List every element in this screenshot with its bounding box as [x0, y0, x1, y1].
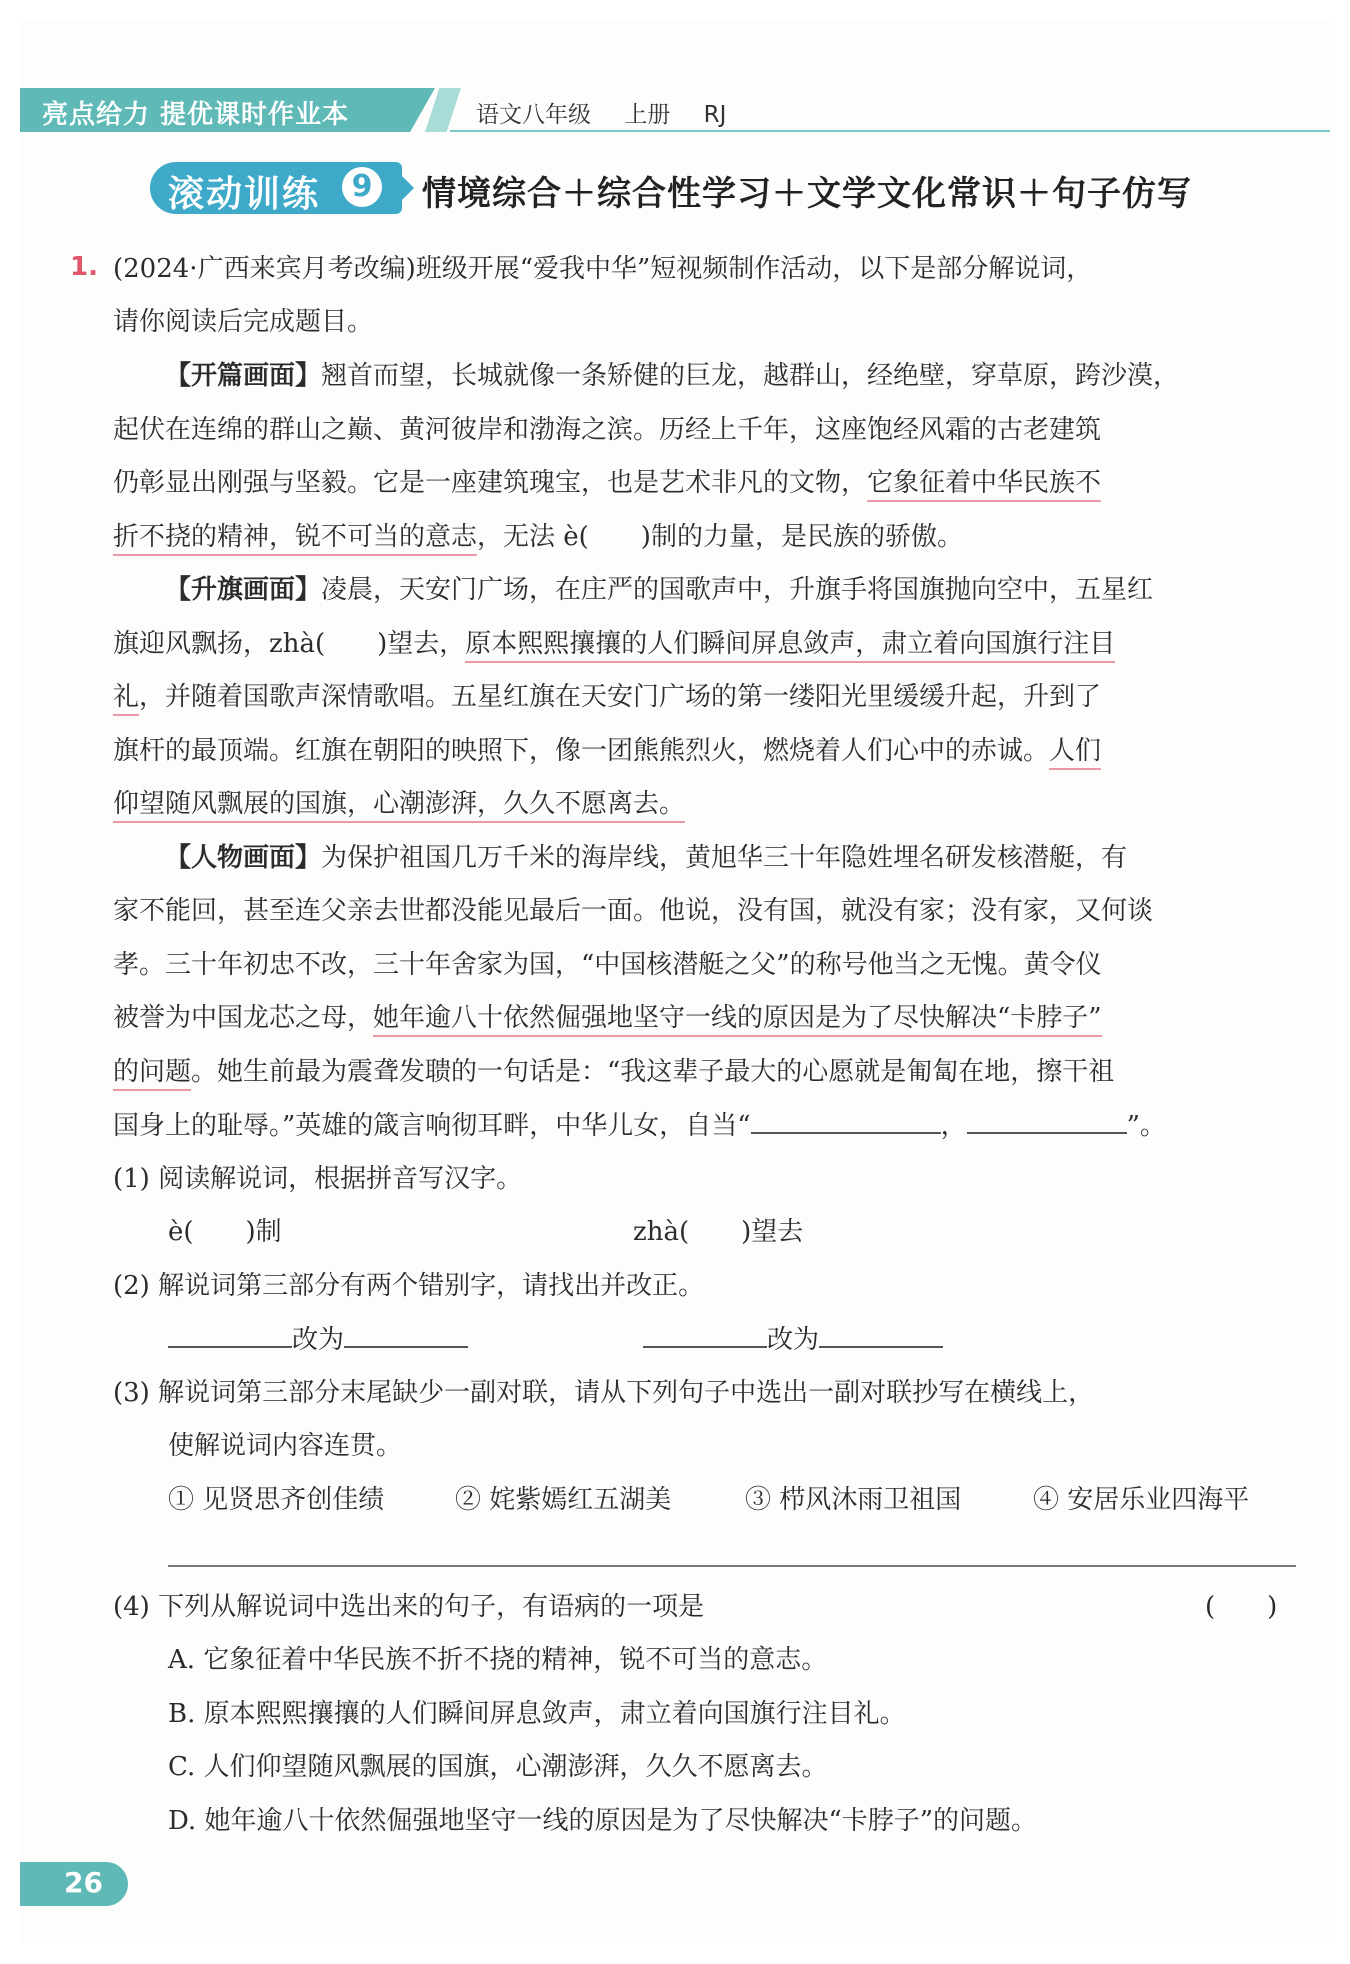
- question-number: 1.: [70, 252, 98, 282]
- correct-char-blank[interactable]: [344, 1322, 468, 1348]
- answer-line[interactable]: [168, 1565, 1296, 1567]
- underlined-sentence: 人们: [1049, 736, 1101, 770]
- header-rule: [450, 130, 1330, 132]
- couplet-blank-1[interactable]: [751, 1108, 941, 1134]
- underlined-sentence: 的问题: [113, 1057, 191, 1091]
- subquestion-prompt: 使解说词内容连贯。: [168, 1431, 403, 1461]
- paragraph-line: 礼，并随着国歌声深情歌唱。五星红旗在天安门广场的第一缕阳光里缓缓升起，升到了: [113, 680, 1101, 714]
- option-item[interactable]: ③ 栉风沐雨卫祖国: [745, 1485, 962, 1515]
- title-text: 情境综合＋综合性学习＋文学文化常识＋句子仿写: [422, 174, 1192, 214]
- paragraph-line: 旗杆的最顶端。红旗在朝阳的映照下，像一团熊熊烈火，燃烧着人们心中的赤诚。人们: [113, 734, 1101, 768]
- subquestion-prompt: (4) 下列从解说词中选出来的句子，有语病的一项是: [113, 1592, 705, 1622]
- correct-char-blank[interactable]: [819, 1322, 943, 1348]
- choice-c[interactable]: C. 人们仰望随风飘展的国旗，心潮澎湃，久久不愿离去。: [168, 1752, 828, 1782]
- underlined-sentence: 仰望随风飘展的国旗，心潮澎湃，久久不愿离去。: [113, 789, 685, 823]
- paragraph-line: 【升旗画面】凌晨，天安门广场，在庄严的国歌声中，升旗手将国旗抛向空中，五星红: [165, 575, 1154, 605]
- paragraph-line: 家不能回，甚至连父亲去世都没能见最后一面。他说，没有国，就没有家；没有家，又何谈: [113, 896, 1154, 926]
- choice-b[interactable]: B. 原本熙熙攘攘的人们瞬间屏息敛声，肃立着向国旗行注目礼。: [168, 1699, 906, 1729]
- underlined-sentence: 她年逾八十依然倔强地坚守一线的原因是为了尽快解决“卡脖子”: [373, 1003, 1102, 1037]
- subquestion-prompt: (1) 阅读解说词，根据拼音写汉字。: [113, 1164, 523, 1194]
- title-arrow-icon: [400, 174, 414, 202]
- underlined-sentence: 礼: [113, 682, 139, 716]
- title-number-badge: 9: [342, 167, 382, 207]
- volume-label: 上册: [624, 102, 671, 128]
- couplet-blank-2[interactable]: [967, 1108, 1127, 1134]
- pinyin-item[interactable]: zhà( )望去: [633, 1217, 804, 1247]
- question-intro-line: (2024·广西来宾月考改编)班级开展“爱我中华”短视频制作活动，以下是部分解说词，: [113, 254, 1093, 284]
- correction-row: 改为: [168, 1322, 468, 1357]
- underlined-sentence: 折不挠的精神，锐不可当的意志: [113, 522, 477, 556]
- option-item[interactable]: ① 见贤思齐创佳绩: [168, 1485, 385, 1515]
- section-label: 【开篇画面】: [165, 361, 322, 391]
- page-number-tab: [20, 1862, 128, 1906]
- paragraph-line: [113, 787, 685, 821]
- title-tag-label: 滚动训练: [168, 174, 321, 215]
- edition-label: RJ: [703, 102, 727, 128]
- paragraph-line: 仍彰显出刚强与坚毅。它是一座建筑瑰宝，也是艺术非凡的文物，它象征着中华民族不: [113, 466, 1101, 500]
- answer-parentheses[interactable]: ( ): [1205, 1592, 1278, 1622]
- underlined-sentence: 它象征着中华民族不: [867, 468, 1101, 502]
- section-label: 【升旗画面】: [165, 575, 322, 605]
- page-number: 26: [64, 1866, 103, 1899]
- correction-row: 改为: [643, 1322, 943, 1357]
- wrong-char-blank[interactable]: [643, 1322, 767, 1348]
- section-label: 【人物画面】: [165, 843, 322, 873]
- course-info: [476, 96, 752, 129]
- paragraph-line: 被誉为中国龙芯之母，她年逾八十依然倔强地坚守一线的原因是为了尽快解决“卡脖子”: [113, 1001, 1102, 1035]
- paragraph-line: 折不挠的精神，锐不可当的意志，无法 è( )制的力量，是民族的骄傲。: [113, 520, 963, 554]
- choice-d[interactable]: D. 她年逾八十依然倔强地坚守一线的原因是为了尽快解决“卡脖子”的问题。: [168, 1806, 1038, 1836]
- section-title: [150, 162, 1250, 218]
- paragraph-line: 【开篇画面】翘首而望，长城就像一条矫健的巨龙，越群山，经绝壁，穿草原，跨沙漠，: [165, 361, 1180, 391]
- underlined-sentence: 原本熙熙攘攘的人们瞬间屏息敛声，肃立着向国旗行注目: [465, 629, 1115, 663]
- subquestion-prompt: (2) 解说词第三部分有两个错别字，请找出并改正。: [113, 1271, 705, 1301]
- brand-title: 亮点给力 提优课时作业本: [42, 100, 350, 130]
- choice-a[interactable]: A. 它象征着中华民族不折不挠的精神，锐不可当的意志。: [168, 1645, 828, 1675]
- subject-label: 语文八年级: [476, 102, 591, 128]
- question-intro-line: 请你阅读后完成题目。: [113, 307, 374, 337]
- paragraph-line: 【人物画面】为保护祖国几万千米的海岸线，黄旭华三十年隐姓埋名研发核潜艇，有: [165, 843, 1128, 873]
- paragraph-line: 旗迎风飘扬，zhà( )望去，原本熙熙攘攘的人们瞬间屏息敛声，肃立着向国旗行注目: [113, 627, 1115, 661]
- subquestion-prompt: (3) 解说词第三部分末尾缺少一副对联，请从下列句子中选出一副对联抄写在横线上，: [113, 1378, 1095, 1408]
- wrong-char-blank[interactable]: [168, 1322, 292, 1348]
- option-item[interactable]: ④ 安居乐业四海平: [1033, 1485, 1250, 1515]
- paragraph-line: 孝。三十年初忠不改，三十年舍家为国，“中国核潜艇之父”的称号他当之无愧。黄令仪: [113, 950, 1102, 980]
- page-header: [20, 88, 1330, 132]
- paragraph-line: 的问题。她生前最为震聋发聩的一句话是：“我这辈子最大的心愿就是匍匐在地，擦干祖: [113, 1055, 1114, 1089]
- paragraph-line: 国身上的耻辱。”英雄的箴言响彻耳畔，中华儿女，自当“ ， ”。: [113, 1108, 1166, 1143]
- option-item[interactable]: ② 姹紫嫣红五湖美: [455, 1485, 672, 1515]
- title-tag: [150, 162, 402, 214]
- pinyin-item[interactable]: è( )制: [168, 1217, 282, 1247]
- paragraph-line: 起伏在连绵的群山之巅、黄河彼岸和渤海之滨。历经上千年，这座饱经风霜的古老建筑: [113, 415, 1102, 445]
